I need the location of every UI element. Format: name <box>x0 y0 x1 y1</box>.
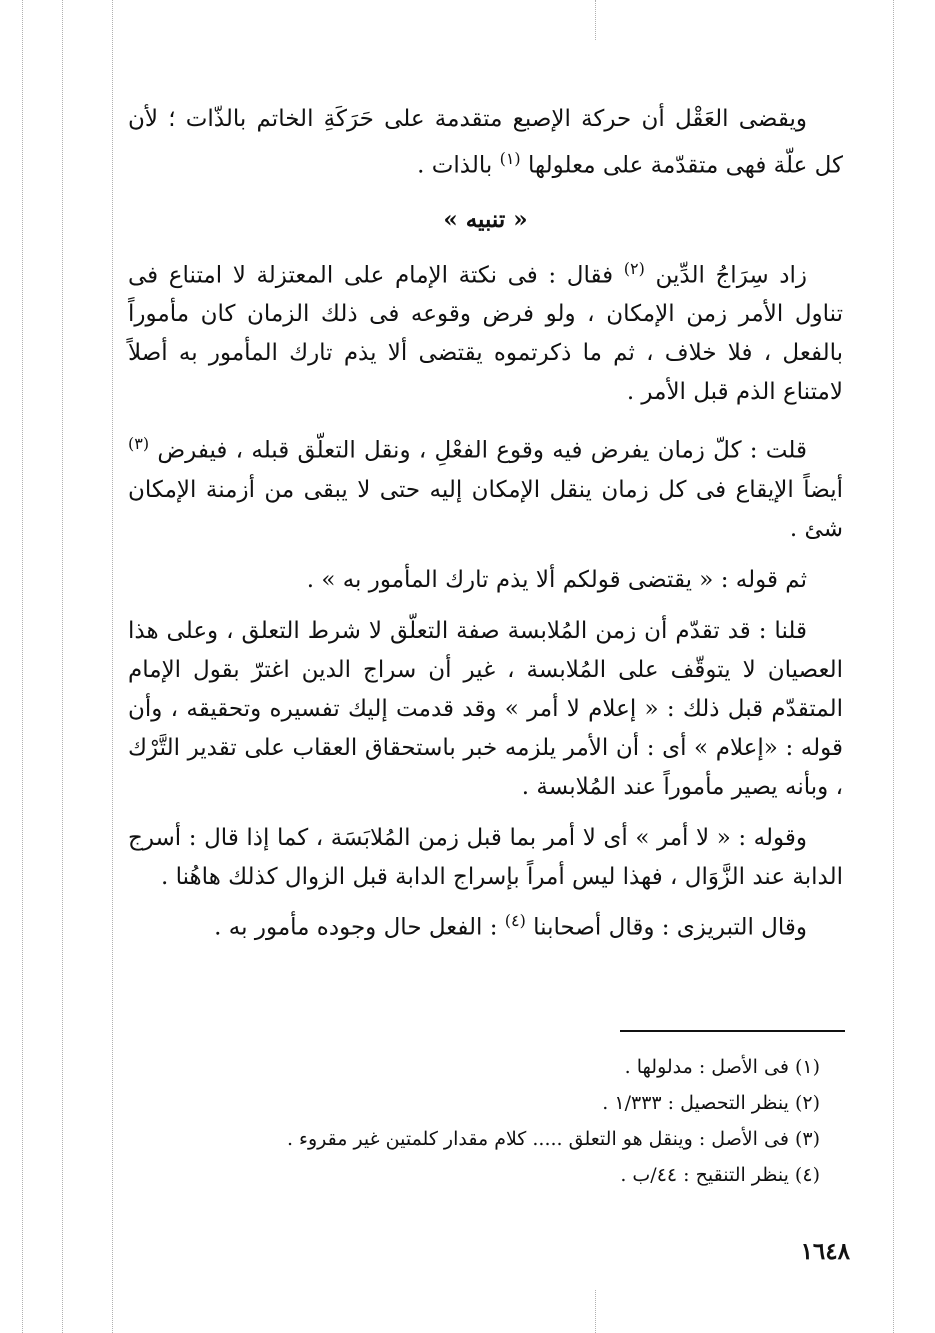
paragraph-text: فقال : فى نكتة الإمام على المعتزلة لا امتناع فى تناول الأمر زمن الإمكان ، ولو فرض وقوعه فى ذلك الزمان كان مأموراً بالفعل ، فلا خلاف ، ثم ما ذكرتموه يقتضى ألا يذم تارك المأمور به أصلاً لامتناع الذم قبل الأمر . <box>128 262 843 406</box>
scan-artifact-line <box>112 0 113 1333</box>
scan-artifact-line <box>22 0 23 1333</box>
footnote-3: (٣) فى الأصل : وينقل هو التعلق ..... كلام مقدار كلمتين غير مقروء . <box>286 1128 820 1150</box>
footnote-1: (١) فى الأصل : مدلولها . <box>624 1056 820 1078</box>
footnote-ref: (٤) <box>504 910 526 930</box>
footnote-ref: (٢) <box>623 258 645 278</box>
footnote-4: (٤) ينظر التنقيح : ٤٤/ب . <box>620 1164 820 1186</box>
scan-artifact-line <box>595 1290 596 1333</box>
footnote-separator <box>620 1030 845 1032</box>
paragraph-text: قلت : كلّ زمان يفرض فيه وقوع الفعْلِ ، ونقل التعلّق قبله ، فيفرض <box>157 437 807 464</box>
paragraph-3 <box>128 424 843 549</box>
paragraph-text: ويقضى العَقْل أن حركة الإصبع متقدمة على حَرَكَةِ الخاتم بالذّات ؛ لأن كل علّة فهى متقدّمة على معلولها <box>128 106 843 179</box>
scan-artifact-line <box>595 0 596 40</box>
paragraph-text: : الفعل حال وجوده مأمور به . <box>214 914 498 941</box>
paragraph-6: وقوله : « لا أمر » أى لا أمر بما قبل زمن المُلابَسَة ، كما إذا قال : أسرج الدابة عند الزَّوَال ، فهذا ليس أمراً بإسراج الدابة قبل الزوال كذلك هاهُنا . <box>128 824 843 890</box>
footnotes <box>128 1050 820 1194</box>
paragraph-text: زاد سِرَاجُ الدِّين <box>655 262 808 289</box>
scan-artifact-line <box>62 0 63 1333</box>
footnote-ref: (١) <box>499 149 521 168</box>
paragraph-7 <box>128 901 843 948</box>
paragraph-5: قلنا : قد تقدّم أن زمن المُلابسة صفة التعلّق لا شرط التعلق ، وعلى هذا العصيان لا يتوقّف على المُلابسة ، غير أن سراج الدين اغترّ بقول الإمام المتقدّم قبل ذلك : « إعلام لا أمر » وقد قدمت إليك تفسيره وتحقيقه ، وأن قوله : «إعلام » أى : أن الأمر يلزمه خبر باستحقاق العقاب على تقدير التَّرْك ، وبأنه يصير مأموراً عند المُلابسة . <box>128 617 843 800</box>
scan-artifact-line <box>893 0 894 1333</box>
footnote-ref: (٣) <box>128 434 150 454</box>
paragraph-4: ثم قوله : « يقتضى قولكم ألا يذم تارك المأمور به » . <box>306 566 807 593</box>
paragraph-text: وقال التبريزى : وقال أصحابنا <box>533 914 807 941</box>
page-number: ١٦٤٨ <box>800 1238 850 1265</box>
section-heading: « تنبيه » <box>443 205 528 233</box>
paragraph-2 <box>128 249 843 413</box>
footnote-2: (٢) ينظر التحصيل : ١/٣٣٣ . <box>602 1092 820 1114</box>
paragraph-1 <box>128 100 843 186</box>
paragraph-text: بالذات . <box>417 152 493 179</box>
page-body <box>128 100 843 948</box>
paragraph-text: أيضاً الإيقاع فى كل زمان ينقل الإمكان إليه حتى لا يبقى من أزمنة الإمكان شئ . <box>128 476 843 542</box>
